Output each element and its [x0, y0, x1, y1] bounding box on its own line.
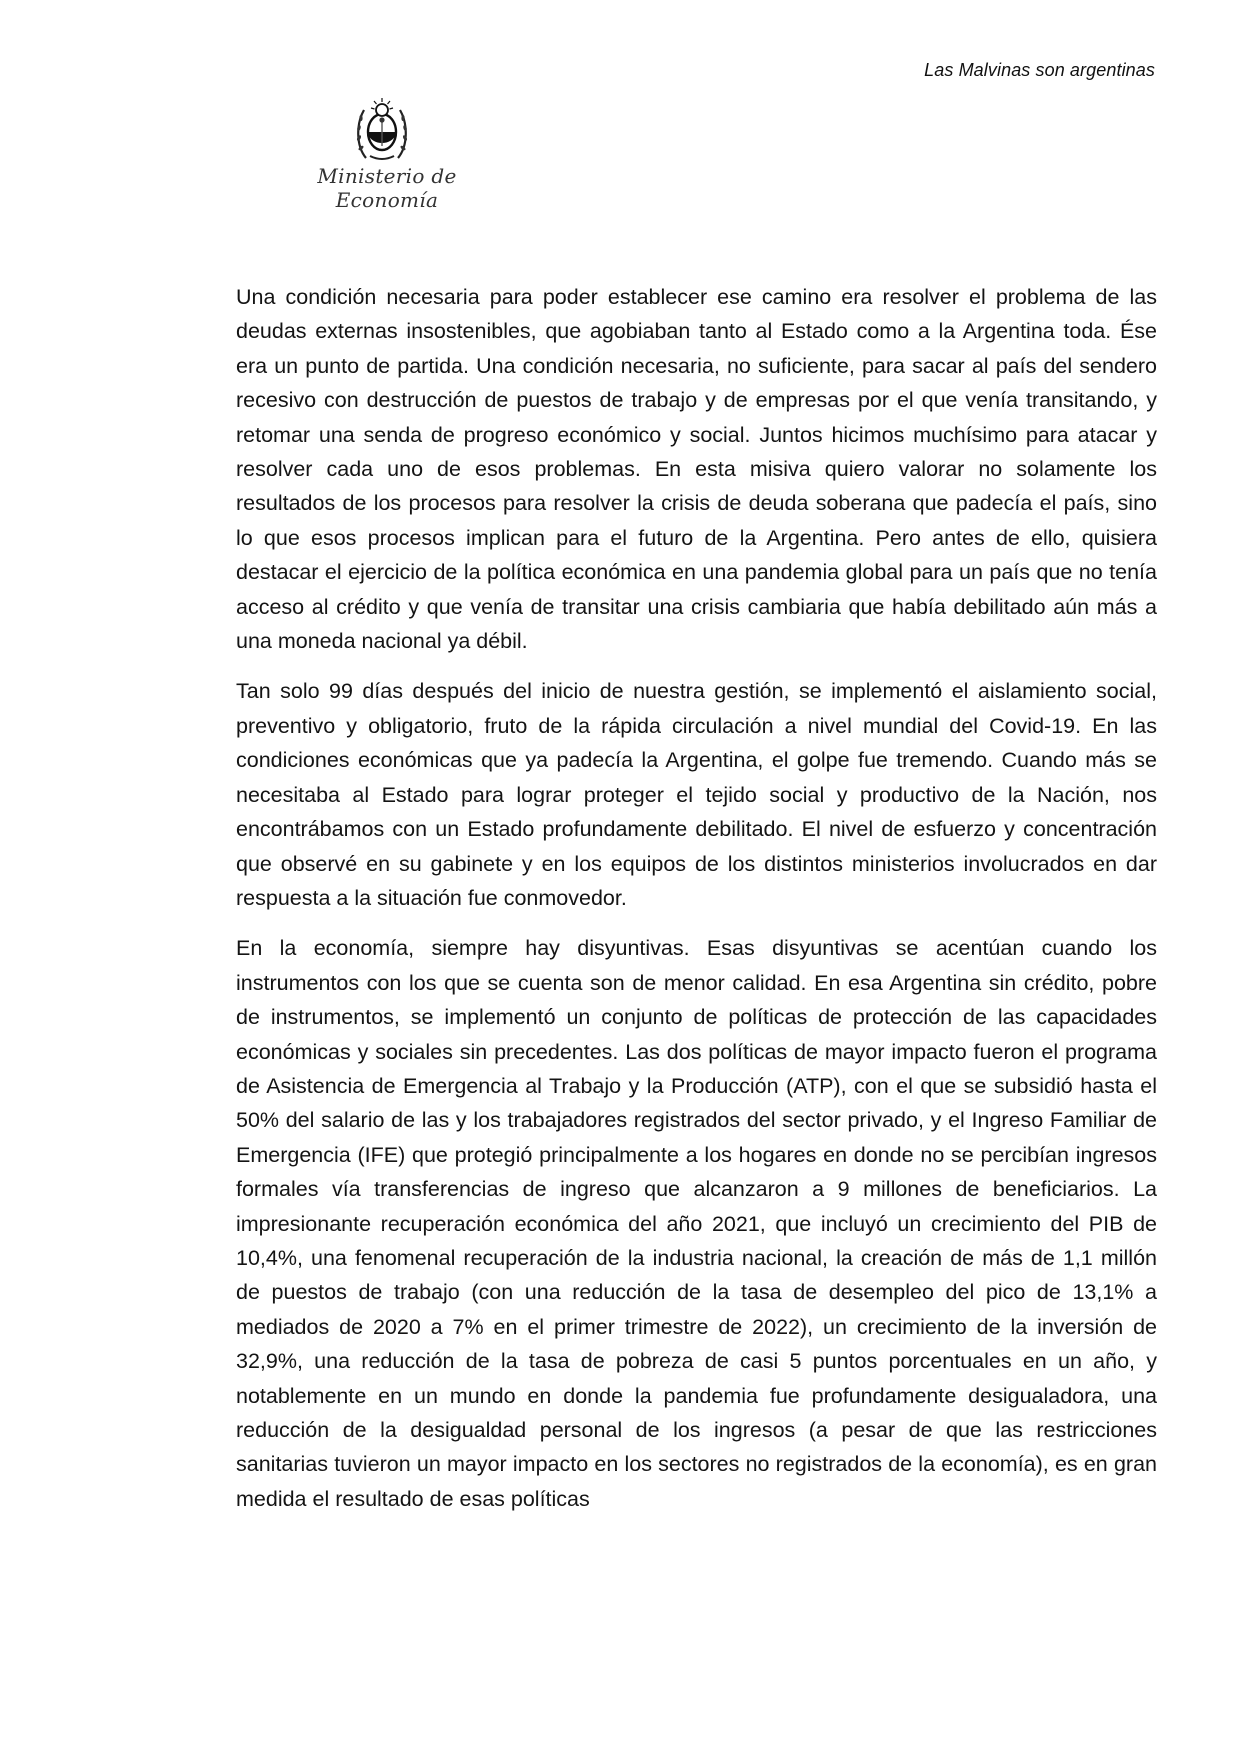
body-paragraph-1: Una condición necesaria para poder establecer ese camino era resolver el problema de las deudas externas insostenibles, que agobiaban tanto al Estado como a la Argentina toda. Ése era un punto de partida. Una condición necesaria, no suficiente, para sacar al país del sendero recesivo con destrucción de puestos de trabajo y de empresas por el que venía transitando, y retomar una senda de progreso económico y social. Juntos hicimos muchísimo para atacar y resolver cada uno de esos problemas. En esta misiva quiero valorar no solamente los resultados de los procesos para resolver la crisis de deuda soberana que padecía el país, sino lo que esos procesos implican para el futuro de la Argentina. Pero antes de ello, quisiera destacar el ejercicio de la política económica en una pandemia global para un país que no tenía acceso al crédito y que venía de transitar una crisis cambiaria que había debilitado aún más a una moneda nacional ya débil. — [236, 285, 1157, 654]
body-paragraph-3: En la economía, siempre hay disyuntivas. Esas disyuntivas se acentúan cuando los instrumentos con los que se cuenta son de menor calidad. En esa Argentina sin crédito, pobre de instrumentos, se implementó un conjunto de políticas de protección de las capacidades económicas y sociales sin precedentes. Las dos políticas de mayor impacto fueron el programa de Asistencia de Emergencia al Trabajo y la Producción (ATP), con el que se subsidió hasta el 50% del salario de las y los trabajadores registrados del sector privado, y el Ingreso Familiar de Emergencia (IFE) que protegió principalmente a los hogares en donde no se percibían ingresos formales vía transferencias de ingreso que alcanzaron a 9 millones de beneficiarios. La impresionante recuperación económica del año 2021, que incluyó un crecimiento del PIB de 10,4%, una fenomenal recuperación de la industria nacional, la creación de más de 1,1 millón de puestos de trabajo (con una reducción de la tasa de desempleo del pico de 13,1% a mediados de 2020 a 7% en el primer trimestre de 2022), un crecimiento de la inversión de 32,9%, una reducción de la tasa de pobreza de casi 5 puntos porcentuales en un año, y notablemente en un mundo en donde la pandemia fue profundamente desigualadora, una reducción de la desigualdad personal de los ingresos (a pesar de que las restricciones sanitarias tuvieron un mayor impacto en los sectores no registrados de la economía), es en gran medida el resultado de esas políticas — [236, 936, 1157, 1511]
argentine-coat-of-arms-icon — [352, 88, 412, 164]
ministry-logo — [272, 88, 502, 212]
ministry-logo-text: Ministerio de Economía — [317, 164, 457, 212]
letter-body — [236, 280, 1157, 1532]
header-motto: Las Malvinas son argentinas — [924, 60, 1155, 80]
body-paragraph-2: Tan solo 99 días después del inicio de nuestra gestión, se implementó el aislamiento social, preventivo y obligatorio, fruto de la rápida circulación a nivel mundial del Covid-19. En las condiciones económicas que ya padecía la Argentina, el golpe fue tremendo. Cuando más se necesitaba al Estado para lograr proteger el tejido social y productivo de la Nación, nos encontrábamos con un Estado profundamente debilitado. El nivel de esfuerzo y concentración que observé en su gabinete y en los equipos de los distintos ministerios involucrados en dar respuesta a la situación fue conmovedor. — [236, 679, 1157, 910]
